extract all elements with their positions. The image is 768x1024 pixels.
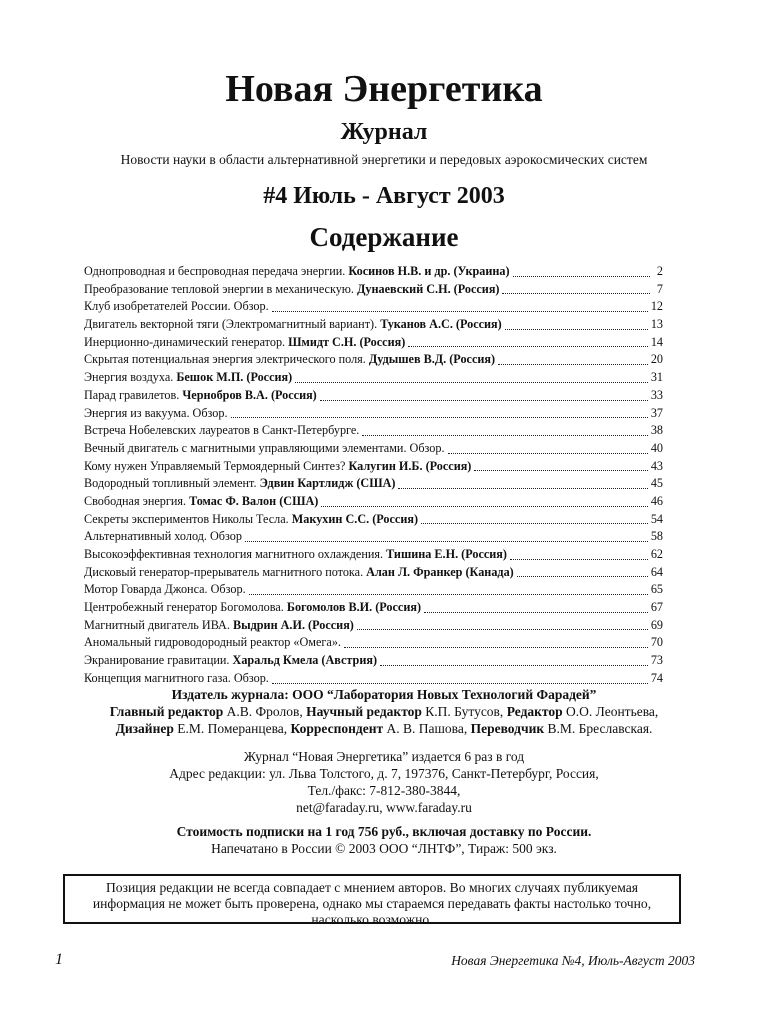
- toc-item-author: Косинов Н.В. и др. (Украина): [348, 264, 510, 278]
- editorial-address: Адрес редакции: ул. Льва Толстого, д. 7, 197376, Санкт-Петербург, Россия,: [169, 766, 599, 781]
- toc-item: [84, 422, 663, 440]
- toc-item: [84, 493, 663, 511]
- toc-item-title: Альтернативный холод. Обзор: [84, 529, 242, 544]
- toc-item: [84, 617, 663, 635]
- toc-item-title: Центробежный генератор Богомолова.: [84, 600, 287, 615]
- toc-item-title: Энергия воздуха.: [84, 370, 177, 385]
- toc-item-title: Магнитный двигатель ИВА.: [84, 617, 233, 632]
- toc-item: [84, 263, 663, 281]
- toc-item-author: Тишина Е.Н. (Россия): [386, 547, 507, 561]
- staff-line-1: [0, 703, 768, 720]
- science-editor-label: Научный редактор: [306, 704, 422, 719]
- toc-item-page: 43: [650, 458, 663, 473]
- toc-item-title: Секреты экспериментов Николы Тесла.: [84, 511, 292, 526]
- toc-item-title: Скрытая потенциальная энергия электрического поля.: [84, 352, 369, 367]
- toc-item: [84, 652, 663, 670]
- contact-info: [0, 748, 768, 816]
- toc-item-page: 46: [650, 493, 663, 508]
- editor-label: Редактор: [506, 704, 563, 719]
- email-website: net@faraday.ru, www.faraday.ru: [296, 800, 472, 815]
- toc-item-author: Дудышев В.Д. (Россия): [368, 352, 496, 367]
- toc-item: [84, 475, 663, 493]
- print-run: Напечатано в России © 2003 ООО “ЛНТФ”, Тираж: 500 экз.: [211, 841, 557, 856]
- toc-item-author: Эдвин Картлидж (США): [259, 476, 396, 491]
- publication-frequency: Журнал “Новая Энергетика” издается 6 раз в год: [243, 749, 525, 764]
- toc-item-author: Алан Л. Франкер (Канада): [366, 564, 514, 579]
- toc-item-title: Парад гравилетов.: [84, 387, 183, 402]
- toc-item-title: Клуб изобретателей России. Обзор.: [84, 299, 269, 314]
- toc-item-page: 13: [650, 317, 663, 332]
- toc-item-title: Аномальный гидроводородный реактор «Омега».: [84, 635, 341, 650]
- toc-item-page: 54: [650, 511, 663, 526]
- phone-fax: Тел./факс: 7-812-380-3844,: [307, 783, 461, 798]
- toc-item-title: Высокоэффективная технология магнитного охлаждения.: [84, 547, 387, 561]
- publisher-line: [0, 686, 768, 703]
- toc-item: [84, 405, 663, 423]
- toc-item: [84, 634, 663, 652]
- staff-line-2: [0, 720, 768, 737]
- translator-label: Переводчик: [470, 721, 545, 736]
- toc-item-page: 73: [650, 653, 663, 668]
- toc-item-author: Туканов А.С. (Россия): [380, 317, 502, 332]
- journal-title: Новая Энергетика: [225, 68, 543, 110]
- toc-item-author: Дунаевский С.Н. (Россия): [357, 281, 500, 296]
- toc-item: [84, 440, 663, 458]
- toc-item-title: Вечный двигатель с магнитными управляющими элементами. Обзор.: [84, 440, 445, 455]
- toc-item: [84, 546, 663, 564]
- designer-name: Е.М. Померанцева,: [173, 721, 291, 736]
- toc-item-page: 38: [650, 423, 663, 438]
- toc-item-author: Томас Ф. Валон (США): [189, 493, 319, 508]
- footer-journal-issue: Новая Энергетика №4, Июль-Август 2003: [451, 953, 695, 968]
- toc-item: [84, 298, 663, 316]
- toc-item: [84, 387, 663, 405]
- editorial-disclaimer: Позиция редакции не всегда совпадает с мнением авторов. Во многих случаях публикуемая информация не может быть проверена, однако мы стараемся передавать факты настолько точно, насколько возможно.: [63, 874, 681, 924]
- toc-item-title: Дисковый генератор-прерыватель магнитного потока.: [84, 564, 367, 579]
- toc-item-author: Макухин С.С. (Россия): [291, 511, 419, 526]
- page-number: 1: [55, 951, 63, 968]
- toc-item-page: 70: [650, 635, 663, 650]
- subscription-price: Стоимость подписки на 1 год 756 руб., включая доставку по России.: [176, 824, 592, 839]
- toc-item: [84, 281, 663, 299]
- toc-item-page: 45: [650, 476, 663, 491]
- toc-item-page: 14: [650, 334, 663, 349]
- toc-item-title: Концепция магнитного газа. Обзор.: [84, 670, 269, 685]
- toc-item-page: 74: [650, 670, 663, 685]
- toc-item: [84, 458, 663, 476]
- toc-item-page: 2: [656, 264, 663, 278]
- toc-item: [84, 334, 663, 352]
- toc-item-author: Шмидт С.Н. (Россия): [288, 334, 406, 349]
- toc-item-title: Двигатель векторной тяги (Электромагнитный вариант).: [84, 317, 381, 332]
- toc-item-title: Мотор Говарда Джонса. Обзор.: [84, 582, 246, 597]
- editor-name: О.О. Леонтьева,: [562, 704, 659, 719]
- toc-item-page: 37: [650, 405, 663, 420]
- toc-item: [84, 581, 663, 599]
- toc-item-title: Экранирование гравитации.: [84, 653, 233, 668]
- table-of-contents: [84, 263, 663, 688]
- toc-item-title: Свободная энергия.: [84, 493, 190, 508]
- journal-tagline: Новости науки в области альтернативной энергетики и передовых аэрокосмических систем: [120, 152, 648, 167]
- toc-item-page: 65: [650, 582, 663, 597]
- toc-item-author: Выдрин А.И. (Россия): [232, 617, 354, 632]
- toc-item-page: 67: [650, 600, 663, 615]
- journal-subtitle: Журнал: [340, 119, 428, 145]
- toc-item: [84, 351, 663, 369]
- toc-item: [84, 528, 663, 546]
- toc-item: [84, 670, 663, 688]
- toc-item-title: Кому нужен Управляемый Термоядерный Синтез?: [84, 458, 349, 473]
- toc-item-title: Преобразование тепловой энергии в механическую.: [84, 281, 357, 296]
- toc-item: [84, 369, 663, 387]
- toc-item-page: 58: [650, 529, 663, 544]
- toc-item-title: Инерционно-динамический генератор.: [84, 334, 289, 349]
- toc-item-author: Харальд Кмела (Австрия): [232, 653, 378, 668]
- issue-number: #4 Июль - Август 2003: [263, 183, 505, 209]
- chief-editor-name: А.В. Фролов,: [223, 704, 307, 719]
- toc-item: [84, 511, 663, 529]
- translator-name: В.М. Бреславская.: [544, 721, 653, 736]
- toc-item-page: 20: [650, 352, 663, 367]
- designer-label: Дизайнер: [115, 721, 174, 736]
- toc-item-page: 7: [656, 281, 663, 296]
- staff-credits: [0, 703, 768, 737]
- toc-heading: Содержание: [309, 222, 459, 252]
- toc-item-title: Однопроводная и беспроводная передача энергии.: [84, 264, 349, 278]
- correspondent-name: А. В. Пашова,: [383, 721, 471, 736]
- toc-item-title: Встреча Нобелевских лауреатов в Санкт-Петербурге.: [84, 423, 360, 438]
- subscription-info: [0, 823, 768, 857]
- toc-item: [84, 316, 663, 334]
- correspondent-label: Корреспондент: [290, 721, 384, 736]
- toc-item-author: Бешок М.П. (Россия): [176, 370, 293, 385]
- toc-item-page: 31: [650, 370, 663, 385]
- toc-item-title: Водородный топливный элемент.: [84, 476, 260, 491]
- toc-item: [84, 564, 663, 582]
- toc-item-page: 40: [650, 440, 663, 455]
- science-editor-name: К.П. Бутусов,: [421, 704, 507, 719]
- toc-item-author: Богомолов В.И. (Россия): [286, 600, 421, 615]
- toc-item-page: 64: [650, 564, 663, 579]
- chief-editor-label: Главный редактор: [109, 704, 224, 719]
- toc-item-author: Чернобров В.А. (Россия): [182, 387, 317, 402]
- toc-item-page: 12: [650, 299, 663, 314]
- publisher-text: Издатель журнала: ООО “Лаборатория Новых Технологий Фарадей”: [171, 687, 597, 702]
- toc-item-page: 69: [650, 617, 663, 632]
- toc-item-page: 33: [650, 387, 663, 402]
- toc-item-author: Калугин И.Б. (Россия): [348, 458, 472, 473]
- toc-item: [84, 599, 663, 617]
- toc-item-page: 62: [650, 547, 663, 561]
- toc-item-title: Энергия из вакуума. Обзор.: [84, 405, 228, 420]
